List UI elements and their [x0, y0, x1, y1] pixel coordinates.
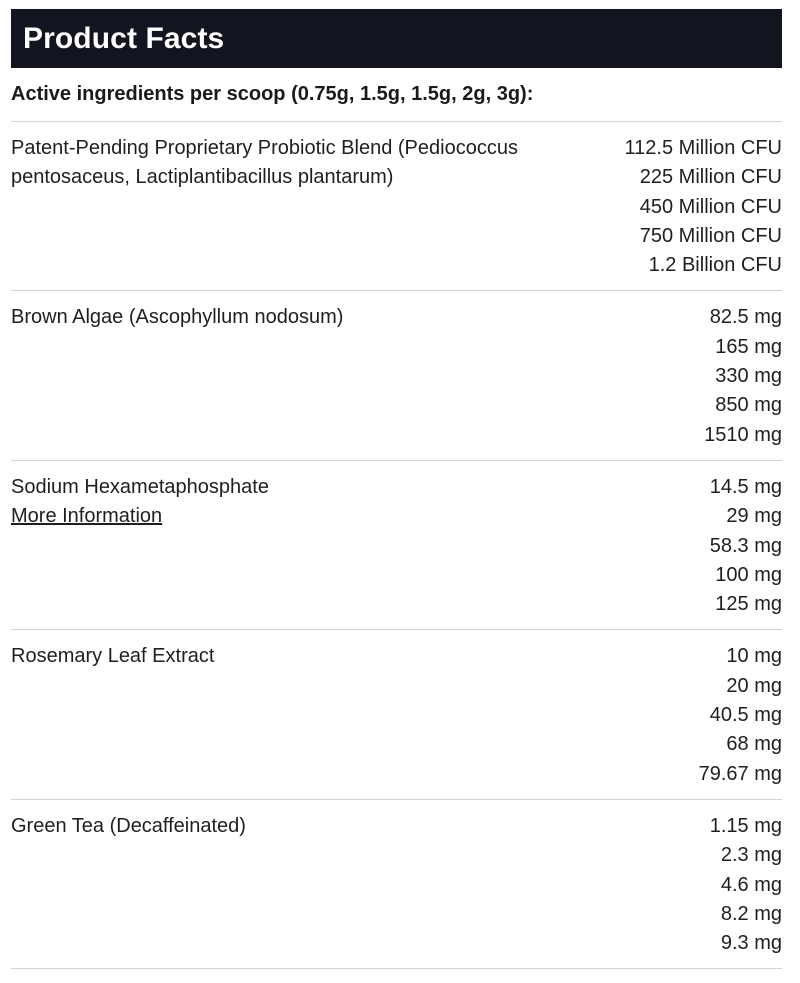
product-facts-panel [11, 9, 782, 969]
ingredient-amounts [704, 303, 782, 449]
amount-value: 8.2 mg [720, 902, 782, 925]
amount-value: 850 mg [715, 394, 782, 417]
ingredient-row-sodium-hexametaphosphate [11, 461, 782, 630]
ingredient-row-brown-algae [11, 291, 782, 460]
ingredient-name: Sodium Hexametaphosphate [11, 475, 269, 498]
ingredient-name: Green Tea (Decaffeinated) [11, 814, 246, 837]
ingredient-name: Rosemary Leaf Extract [11, 645, 215, 668]
ingredient-amounts [625, 134, 782, 280]
ingredient-amounts [710, 812, 782, 958]
amount-value: 2.3 mg [720, 844, 782, 867]
amount-value: 100 mg [715, 563, 782, 586]
ingredient-row-green-tea [11, 800, 782, 969]
ingredient-amounts [699, 642, 782, 788]
ingredient-amounts [710, 473, 782, 619]
ingredient-row-probiotic-blend [11, 122, 782, 291]
amount-value: 1.2 Billion CFU [648, 254, 782, 277]
amount-value: 29 mg [726, 505, 782, 528]
amount-value: 450 Million CFU [639, 195, 782, 218]
amount-value: 112.5 Million CFU [624, 137, 782, 159]
amount-value: 4.6 mg [720, 873, 782, 896]
amount-value: 225 Million CFU [639, 166, 782, 189]
amount-value: 9.3 mg [720, 932, 782, 955]
amount-value: 750 Million CFU [639, 224, 782, 247]
header-bar [11, 9, 782, 68]
ingredient-row-rosemary-leaf-extract [11, 630, 782, 799]
amount-value: 20 mg [726, 674, 782, 697]
amount-value: 1510 mg [704, 423, 782, 446]
ingredient-name: Patent-Pending Proprietary Probiotic Blend (Pediococcus pentosaceus, Lactiplantibacillus plantarum) [11, 137, 518, 188]
amount-value: 1.15 mg [709, 814, 782, 837]
amount-value: 40.5 mg [709, 704, 782, 727]
serving-subheading: Active ingredients per scoop (0.75g, 1.5g, 1.5g, 2g, 3g): [11, 68, 782, 122]
amount-value: 10 mg [726, 645, 782, 668]
ingredient-name-cell [11, 473, 269, 619]
page-title: Product Facts [23, 21, 225, 55]
amount-value: 330 mg [715, 365, 782, 388]
ingredient-name: Brown Algae (Ascophyllum nodosum) [11, 306, 344, 329]
amount-value: 14.5 mg [709, 475, 782, 498]
amount-value: 79.67 mg [698, 762, 782, 785]
amount-value: 165 mg [715, 335, 782, 358]
amount-value: 82.5 mg [709, 306, 782, 329]
amount-value: 68 mg [726, 733, 782, 756]
more-information-link[interactable]: More Information [11, 504, 163, 527]
amount-value: 125 mg [715, 593, 782, 616]
amount-value: 58.3 mg [709, 534, 782, 557]
